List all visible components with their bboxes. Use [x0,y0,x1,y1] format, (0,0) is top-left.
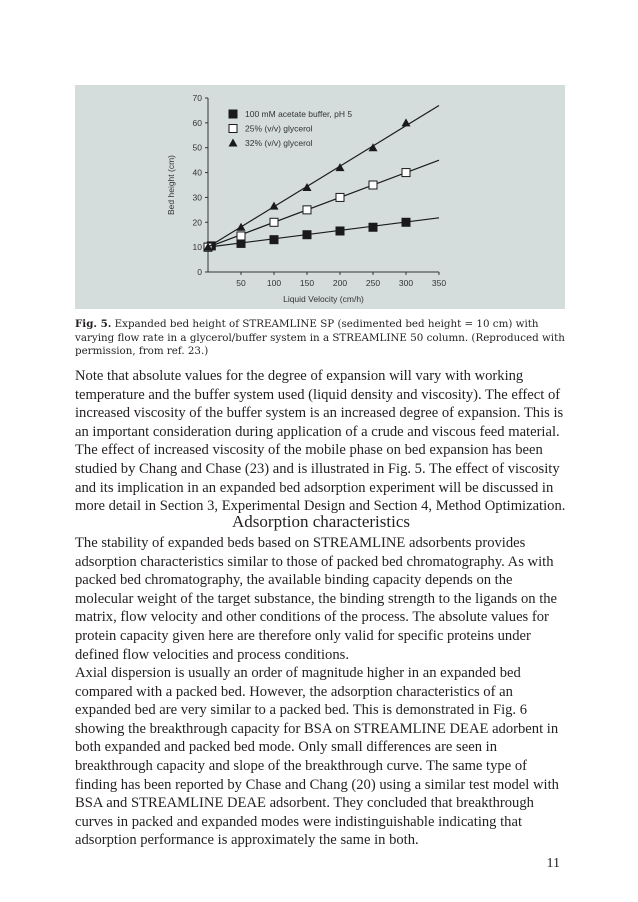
y-tick-label: 70 [192,93,202,103]
x-tick-label: 150 [299,278,315,288]
y-tick-label: 60 [192,117,202,128]
data-point-1 [303,206,311,214]
x-tick-label: 350 [431,278,447,288]
y-tick-label: 20 [192,217,202,228]
legend-label-1: 25% (v/v) glycerol [245,123,313,134]
data-point-0 [237,239,245,247]
y-tick-label: 40 [192,167,202,178]
data-point-1 [336,193,344,201]
legend-marker-0 [229,110,237,118]
data-point-2 [237,223,246,231]
paragraph-3: Axial dispersion is usually an order of magnitude higher in an expanded bed compared with a packed bed. However, the adsorption characteristics of an expanded bed are very similar to a packed bed. This is demonstrated in Fig. 6 showing the breakthrough capacity for BSA on STREAMLINE DEAE adorbent in both expanded and packed bed mode. Only small differences are seen in breakthrough capacity and slope of the breakthrough curve. The same type of finding has been reported by Chase and Chang (20) using a similar test model with BSA and STREAMLINE DEAE adsorbent. They concluded that breakthrough curves in packed and expanded modes were indistinguishable indicating that adsorption performance is approximately the same in both. [75,665,559,849]
legend-marker-1 [229,125,237,133]
caption-label: Fig. 5. [75,318,112,330]
legend-label-2: 32% (v/v) glycerol [245,138,313,148]
figure-caption [75,318,565,359]
x-tick-label: 200 [332,278,348,288]
legend-label-0: 100 mM acetate buffer, pH 5 [245,109,353,119]
data-point-2 [270,202,279,210]
y-tick-label: 0 [197,267,202,277]
data-point-1 [237,232,245,240]
caption-text: Expanded bed height of STREAMLINE SP (sedimented bed height = 10 cm) with varying flow rate in a glycerol/buffer system in a STREAMLINE 50 column. (Reproduced with permission, from ref. 23.) [75,318,565,357]
y-tick-label: 10 [192,242,202,253]
paragraph-2: The stability of expanded beds based on STREAMLINE adsorbents provides adsorption characteristics similar to those of packed bed chromatography. As with packed bed chromatography, the available binding capacity depends on the molecular weight of the target substance, the binding strength to the ligands on the matrix, flow velocity and other conditions of the process. The absolute values for protein capacity given here are therefore only valid for specific proteins under defined flow velocities and process conditions. [75,535,558,663]
x-tick-label: 100 [266,278,282,288]
x-tick-label: 250 [365,278,381,288]
legend-marker-2 [229,139,238,147]
data-point-1 [402,169,410,177]
data-point-0 [402,218,410,226]
paragraph-1: Note that absolute values for the degree of expansion will vary with working temperature and the buffer system used (liquid density and viscosity). The effect of increased viscosity of the buffer system is an increased degree of expansion. This is an important consideration during application of a crude and viscous feed material. The effect of increased viscosity of the mobile phase on bed expansion has been studied by Chang and Chase (23) and is illustrated in Fig. 5. The effect of viscosity and its implication in an expanded bed adsorption experiment will be discussed in more detail in Section 3, Experimental Design and Section 4, Method Optimization. [75,368,566,515]
data-point-0 [369,223,377,231]
figure-5-chart [75,85,565,309]
x-axis-label: Liquid Velocity (cm/h) [283,294,364,304]
y-tick-label: 30 [192,192,202,203]
x-tick-label: 300 [398,278,414,288]
data-point-0 [336,227,344,235]
y-axis-label: Bed height (cm) [166,155,176,215]
chart-svg [75,85,565,309]
data-point-1 [369,181,377,189]
x-tick-label: 50 [236,278,246,288]
data-point-0 [270,236,278,244]
data-point-0 [303,231,311,239]
section-heading: Adsorption characteristics [232,512,410,531]
y-tick-label: 50 [192,142,202,153]
data-point-1 [270,218,278,226]
page-number: 11 [546,856,560,871]
data-point-2 [402,118,411,126]
